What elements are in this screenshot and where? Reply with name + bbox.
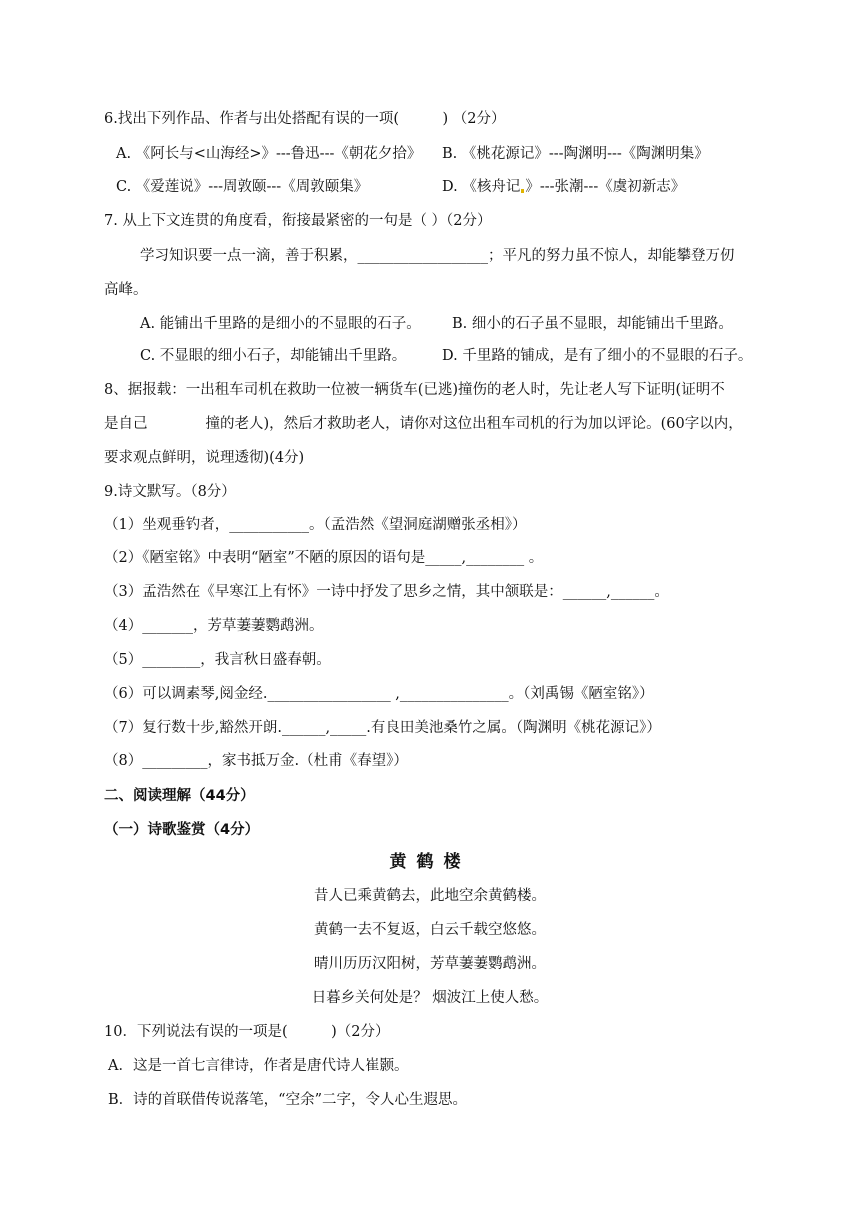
poem-title: 黄鹤楼 [389,852,471,872]
poem-line-1: 昔人已乘黄鹤去，此地空余黄鹤楼。 [314,888,546,904]
subsection-heading: （一）诗歌鉴赏（4分） [104,822,260,838]
q10-option-a: A．这是一首七言律诗，作者是唐代诗人崔颢。 [108,1058,409,1074]
q6-option-b: B. 《桃花源记》---陶渊明---《陶渊明集》 [442,146,709,162]
q9-item-4: （4）_______，芳草萋萋鹦鹉洲。 [104,618,324,634]
q6-option-d-text-2: 》---张潮---《虞初新志》 [525,179,686,195]
q10-stem: 10．下列说法有误的一项是( )（2分） [104,1024,390,1040]
section-heading: 二、阅读理解（44分） [104,788,255,804]
poem-line-2: 黄鹤一去不复返，白云千载空悠悠。 [314,922,546,938]
q9-item-1: （1）坐观垂钓者，___________。（孟浩然《望洞庭湖赠张丞相》） [104,517,527,533]
q6-option-d-text-1: D. 《核舟记 [442,179,521,195]
highlight-mark [521,189,524,193]
q6-option-c: C. 《爱莲说》---周敦颐---《周敦颐集》 [116,179,369,195]
q7-passage-line-1: 学习知识要一点一滴，善于积累，__________________；平凡的努力虽不惊人，却能攀登万仞 [140,248,735,264]
q7-option-b: B. 细小的石子虽不显眼，却能铺出千里路。 [452,316,733,332]
q6-option-d [442,177,685,197]
q9-stem: 9.诗文默写。（8分） [104,484,236,500]
q7-passage-line-2: 高峰。 [104,282,148,298]
q9-item-2: （2）《陋室铭》中表明“陋室”不陋的原因的语句是_____,________ 。 [104,550,544,566]
q8-line-2: 是自己 撞的老人)，然后才救助老人，请你对这位出租车司机的行为加以评论。(60字以内， [104,416,743,432]
q7-stem: 7. 从上下文连贯的角度看，衔接最紧密的一句是（ ）（2分） [104,213,492,229]
q9-item-7: （7）复行数十步,豁然开朗.______,_____.有良田美池桑竹之属。（陶渊明《桃花源记》） [104,720,661,736]
q7-option-c: C. 不显眼的细小石子，却能铺出千里路。 [140,348,407,364]
q6-option-a: A. 《阿长与<山海经>》---鲁迅---《朝花夕拾》 [116,146,422,162]
q9-item-3: （3）孟浩然在《早寒江上有怀》一诗中抒发了思乡之情，其中颔联是：______,______。 [104,584,669,600]
q8-line-1: 8、据报载：一出租车司机在救助一位被一辆货车(已逃)撞伤的老人时，先让老人写下证明(证明不 [104,382,725,398]
q9-item-5: （5）________，我言秋日盛春朝。 [104,652,331,668]
q6-stem: 6.找出下列作品、作者与出处搭配有误的一项( ) （2分） [104,111,506,127]
q7-option-d: D. 千里路的铺成，是有了细小的不显眼的石子。 [442,348,753,364]
q9-item-6: （6）可以调素琴,阅金经._________________ ,_______________。（刘禹锡《陋室铭》） [104,686,654,702]
q9-item-8: （8）_________，家书抵万金.（杜甫《春望》） [104,753,408,769]
poem-line-3: 晴川历历汉阳树，芳草萋萋鹦鹉洲。 [314,956,546,972]
poem-line-4: 日暮乡关何处是？ 烟波江上使人愁。 [311,990,549,1006]
q7-option-a: A. 能铺出千里路的是细小的不显眼的石子。 [140,316,421,332]
q10-option-b: B．诗的首联借传说落笔，“空余”二字，令人心生遐思。 [108,1092,467,1108]
q8-line-3: 要求观点鲜明，说理透彻)(4分) [104,450,305,466]
